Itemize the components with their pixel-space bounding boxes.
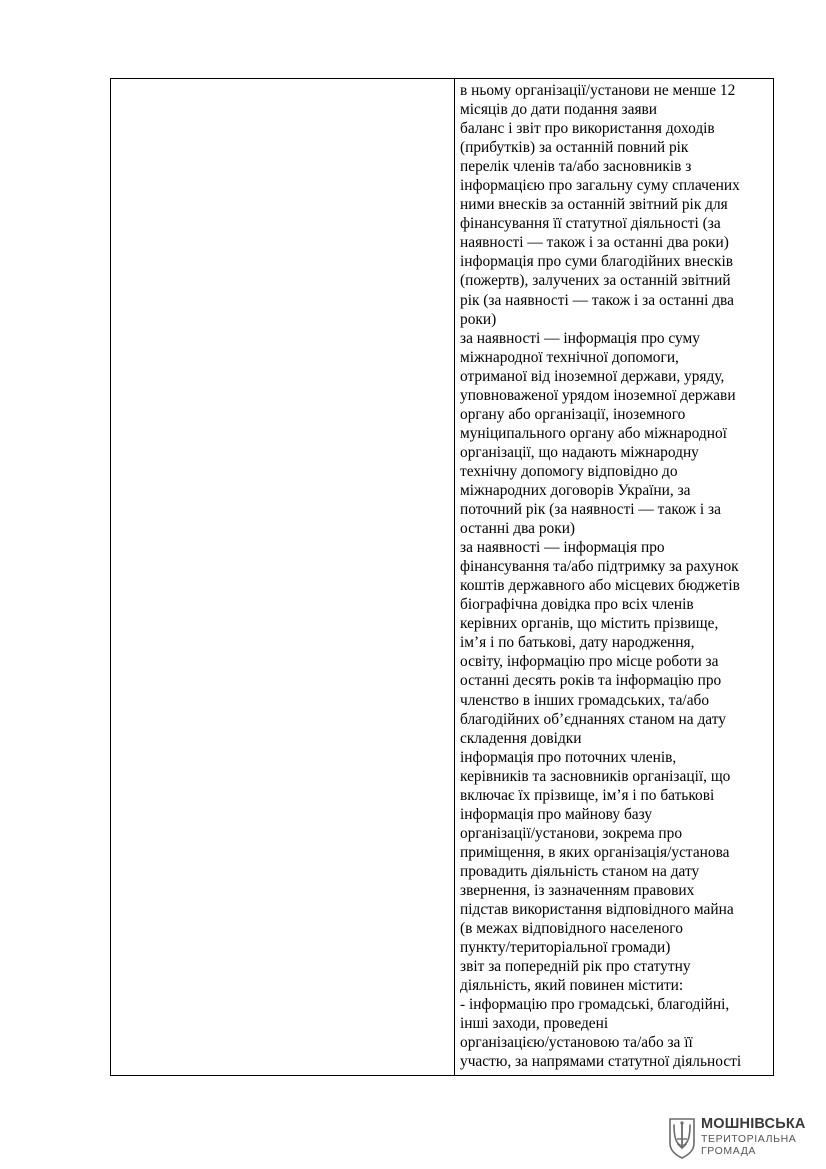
text-line: останні десять років та інформацію про (460, 672, 722, 690)
text-line: пункту/територіальної громади) (460, 939, 671, 957)
text-line: організації/установи, зокрема про (460, 824, 683, 842)
text-line: інформація про майнову базу (460, 805, 653, 823)
text-line: - інформацію про громадські, благодійні, (460, 996, 730, 1014)
text-line: фінансування її статутної діяльності (за (460, 215, 721, 233)
text-line: технічну допомогу відповідно до (460, 462, 678, 480)
text-line: інформацією про загальну суму сплачених (460, 177, 740, 195)
trident-emblem-icon (668, 1115, 696, 1159)
text-line: інформація про поточних членів, (460, 748, 677, 766)
text-line: підстав використання відповідного майна (460, 901, 734, 919)
text-line: складення довідки (460, 729, 582, 747)
text-line: уповноваженої урядом іноземної держави (460, 386, 736, 404)
text-line: отриманої від іноземної держави, уряду, (460, 367, 725, 385)
text-line: звіт за попередній рік про статутну (460, 958, 691, 976)
text-line: місяців до дати подання заяви (460, 101, 658, 119)
document-table (110, 78, 774, 1076)
text-line: керівних органів, що містить прізвище, (460, 615, 719, 633)
text-line: інформація про суми благодійних внесків (460, 253, 734, 271)
text-line: поточний рік (за наявності — також і за (460, 501, 721, 519)
text-line: (пожертв), залучених за останній звітний (460, 272, 731, 290)
text-line: коштів державного або місцевих бюджетів (460, 577, 740, 595)
text-line: освіту, інформацію про місце роботи за (460, 653, 719, 671)
text-line: звернення, із зазначенням правових (460, 881, 695, 899)
text-line: перелік членів та/або засновників з (460, 158, 692, 176)
text-line: ім’я і по батькові, дату народження, (460, 634, 695, 652)
text-line: (прибутків) за останній повний рік (460, 139, 689, 157)
text-line: рік (за наявності — також і за останні два (460, 291, 734, 309)
text-line: наявності — також і за останні два роки) (460, 234, 729, 252)
text-line: останні два роки) (460, 520, 576, 538)
text-line: організацією/установою та/або за її (460, 1034, 693, 1052)
text-line: ними внесків за останній звітний рік для (460, 196, 728, 214)
text-line: за наявності — інформація про суму (460, 329, 700, 347)
text-line: міжнародної технічної допомоги, (460, 348, 679, 366)
text-line: провадить діяльність станом на дату (460, 862, 700, 880)
text-line: міжнародних договорів України, за (460, 481, 691, 499)
table-left-cell (111, 79, 455, 1075)
text-line: органу або організації, іноземного (460, 405, 686, 423)
text-line: за наявності — інформація про (460, 539, 665, 557)
text-line: керівників та засновників організації, що (460, 767, 731, 785)
text-line: в ньому організації/установи не менше 12 (460, 82, 736, 99)
text-line: діяльність, який повинен містити: (460, 977, 684, 995)
text-line: муніципального органу або міжнародної (460, 424, 727, 442)
community-logo (668, 1115, 808, 1161)
text-line: (в межах відповідного населеного (460, 920, 683, 938)
text-line: інші заходи, проведені (460, 1015, 609, 1033)
text-line: участю, за напрямами статутної діяльності (460, 1053, 742, 1071)
text-line: фінансування та/або підтримку за рахунок (460, 558, 739, 576)
text-line: включає їх прізвище, ім’я і по батькові (460, 786, 715, 804)
logo-title: МОШНІВСЬКА (701, 1116, 806, 1132)
text-line: членство в інших громадських, та/або (460, 691, 710, 709)
logo-subtitle-line2: ГРОМАДА (701, 1145, 757, 1157)
table-right-cell (455, 79, 773, 1075)
text-line: організації, що надають міжнародну (460, 443, 699, 461)
text-line: біографічна довідка про всіх членів (460, 596, 694, 614)
text-line: баланс і звіт про використання доходів (460, 120, 715, 138)
text-line: приміщення, в яких організація/установа (460, 843, 730, 861)
text-line: благодійних об’єднаннях станом на дату (460, 710, 726, 728)
text-line: роки) (460, 310, 497, 328)
logo-subtitle-line1: ТЕРИТОРІАЛЬНА (701, 1133, 797, 1145)
